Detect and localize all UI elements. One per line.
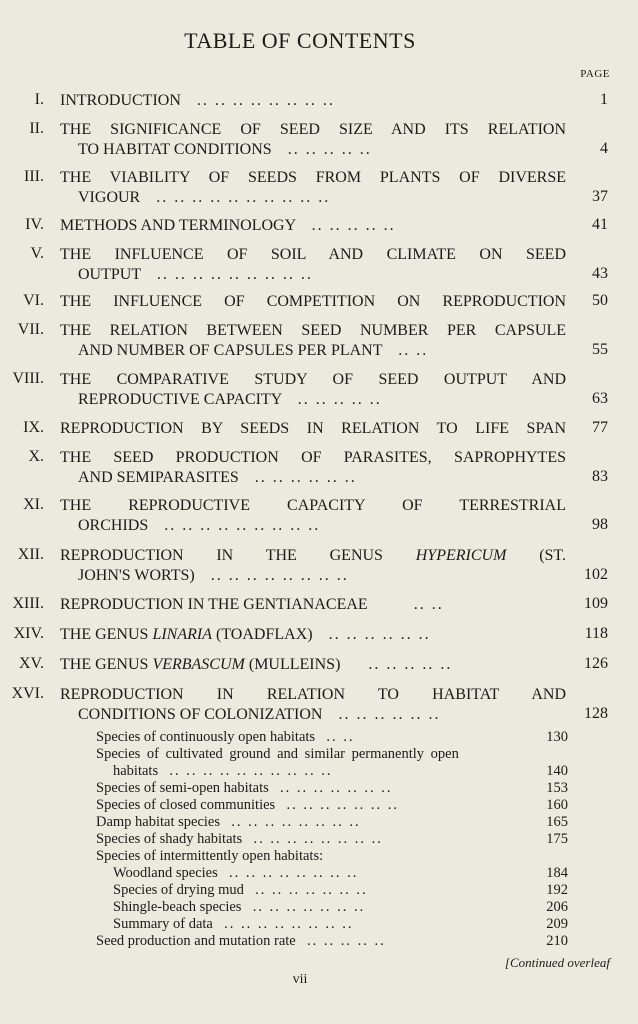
- subentry-page: 175: [546, 831, 568, 847]
- subentry-title: Species of intermittently open habitats:: [96, 848, 324, 864]
- page-title: TABLE OF CONTENTS: [184, 28, 416, 53]
- subentry-title: Damp habitat species: [96, 814, 221, 830]
- subentry-title: Shingle-beach species: [113, 899, 242, 915]
- chapter-number: V.: [30, 245, 44, 262]
- subentry-page: 165: [546, 814, 568, 830]
- chapter-title: REPRODUCTION IN RELATION TO HABITAT AND: [60, 686, 566, 703]
- chapter-title-cont: REPRODUCTIVE CAPACITY .. .. .. .. ..: [78, 391, 382, 408]
- subentry-title: Seed production and mutation rate: [96, 933, 296, 949]
- subentry-page: 184: [546, 865, 568, 881]
- toc-subentry[interactable]: Damp habitat species .. .. .. .. .. .. .. .. 165: [96, 814, 568, 830]
- chapter-title: THE RELATION BETWEEN SEED NUMBER PER CAPSULE: [60, 322, 566, 339]
- chapter-title-cont: TO HABITAT CONDITIONS .. .. .. .. ..: [78, 141, 372, 158]
- subentry-title: Species of cultivated ground and similar permanently open: [96, 746, 459, 762]
- page-column-header: PAGE: [580, 68, 610, 80]
- chapter-page: 126: [584, 655, 608, 672]
- chapter-title-cont: AND SEMIPARASITES .. .. .. .. .. ..: [78, 469, 357, 486]
- chapter-number: XII.: [17, 546, 44, 563]
- chapter-page: 37: [592, 188, 608, 205]
- toc-subentry[interactable]: [96, 848, 568, 865]
- chapter-title: THE REPRODUCTIVE CAPACITY OF TERRESTRIAL: [60, 497, 566, 514]
- page-number: vii: [292, 972, 308, 987]
- chapter-number: XVI.: [11, 685, 44, 702]
- chapter-page: 118: [584, 625, 608, 642]
- subentry-title: Species of continuously open habitats: [96, 729, 316, 745]
- subentry-title: Species of shady habitats: [96, 831, 243, 847]
- chapter-title: THE COMPARATIVE STUDY OF SEED OUTPUT AND: [60, 371, 566, 388]
- chapter-number: X.: [28, 448, 44, 465]
- chapter-number: XV.: [18, 655, 44, 672]
- chapter-title-cont: JOHN'S WORTS) .. .. .. .. .. .. .. ..: [78, 567, 349, 584]
- chapter-page: 1: [600, 91, 608, 108]
- chapter-page: 102: [584, 566, 608, 583]
- subentry-page: 206: [546, 899, 568, 915]
- chapter-title: THE INFLUENCE OF SOIL AND CLIMATE ON SEED: [60, 246, 566, 263]
- chapter-number: II.: [29, 120, 44, 137]
- chapter-number: VIII.: [12, 370, 44, 387]
- chapter-page: 55: [592, 341, 608, 358]
- chapter-title: REPRODUCTION BY SEEDS IN RELATION TO LIFE SPAN: [60, 420, 566, 437]
- subentry-title: Woodland species: [113, 865, 218, 881]
- chapter-title: THE VIABILITY OF SEEDS FROM PLANTS OF DIVERSE: [60, 169, 566, 186]
- subentry-title: Species of semi-open habitats: [96, 780, 269, 796]
- chapter-title-cont: VIGOUR .. .. .. .. .. .. .. .. .. ..: [78, 189, 331, 206]
- chapter-number: XIII.: [12, 595, 44, 612]
- subentry-title: Species of closed communities: [96, 797, 276, 813]
- chapter-title: THE SIGNIFICANCE OF SEED SIZE AND ITS RELATION: [60, 121, 566, 138]
- chapter-page: 77: [592, 419, 608, 436]
- toc-subentry[interactable]: Species of drying mud .. .. .. .. .. .. .. 192: [113, 882, 568, 898]
- chapter-number: VII.: [17, 321, 44, 338]
- toc-subentry[interactable]: Woodland species .. .. .. .. .. .. .. .. 184: [113, 865, 568, 881]
- toc-subentry[interactable]: Species of closed communities .. .. .. .. .. .. .. 160: [96, 797, 568, 813]
- continued-note: [Continued overleaf: [504, 955, 610, 970]
- chapter-page: 50: [592, 292, 608, 309]
- chapter-number: IV.: [25, 216, 44, 233]
- subentry-page: 160: [546, 797, 568, 813]
- toc-subentry[interactable]: Species of semi-open habitats .. .. .. .. .. .. .. 153: [96, 780, 568, 796]
- chapter-title-cont: ORCHIDS .. .. .. .. .. .. .. .. ..: [78, 517, 321, 534]
- toc-subentry[interactable]: Seed production and mutation rate .. .. .. .. .. 210: [96, 933, 568, 949]
- subentry-page: 153: [546, 780, 568, 796]
- toc-subentry[interactable]: Species of shady habitats .. .. .. .. .. .. .. .. 175: [96, 831, 568, 847]
- chapter-page: 109: [584, 595, 608, 612]
- chapter-page: 63: [592, 390, 608, 407]
- toc-subentry[interactable]: Species of continuously open habitats .. .. 130: [96, 729, 568, 745]
- chapter-page: 83: [592, 468, 608, 485]
- toc-subentry[interactable]: Summary of data .. .. .. .. .. .. .. .. 209: [113, 916, 568, 932]
- chapter-title: METHODS AND TERMINOLOGY .. .. .. .. ..: [60, 217, 396, 234]
- toc-subentry[interactable]: habitats .. .. .. .. .. .. .. .. .. .. 140: [113, 763, 568, 779]
- chapter-page: 98: [592, 516, 608, 533]
- chapter-number: IX.: [23, 419, 44, 436]
- chapter-title: THE GENUS LINARIA (TOADFLAX) .. .. .. .. .. ..: [60, 626, 431, 643]
- subentry-page: 209: [546, 916, 568, 932]
- chapter-title-cont: AND NUMBER OF CAPSULES PER PLANT .. ..: [78, 342, 429, 359]
- chapter-number: VI.: [23, 292, 44, 309]
- chapter-title-cont: OUTPUT .. .. .. .. .. .. .. .. ..: [78, 266, 313, 283]
- chapter-title-cont: CONDITIONS OF COLONIZATION .. .. .. .. .. ..: [78, 706, 441, 723]
- subentry-title: Summary of data: [113, 916, 213, 932]
- chapter-title: THE SEED PRODUCTION OF PARASITES, SAPROPHYTES: [60, 449, 566, 466]
- chapter-title: REPRODUCTION IN THE GENUS HYPERICUM (ST.: [60, 547, 567, 564]
- chapter-page: 4: [600, 140, 608, 157]
- chapter-page: 41: [592, 216, 608, 233]
- subentry-page: 210: [546, 933, 568, 949]
- chapter-page: 43: [592, 265, 608, 282]
- chapter-title: THE GENUS VERBASCUM (MULLEINS) .. .. .. .. ..: [60, 656, 453, 673]
- chapter-title: REPRODUCTION IN THE GENTIANACEAE .. ..: [60, 596, 444, 613]
- subentry-page: 130: [546, 729, 568, 745]
- subentry-title: habitats: [113, 763, 159, 779]
- chapter-number: XIV.: [13, 625, 44, 642]
- subentry-page: 192: [546, 882, 568, 898]
- chapter-number: XI.: [23, 496, 44, 513]
- chapter-title: INTRODUCTION .. .. .. .. .. .. .. ..: [60, 92, 335, 109]
- subentry-title: Species of drying mud: [113, 882, 244, 898]
- toc-subentry[interactable]: [96, 746, 568, 763]
- chapter-title: THE INFLUENCE OF COMPETITION ON REPRODUCTION: [60, 293, 566, 310]
- toc-subentry[interactable]: Shingle-beach species .. .. .. .. .. .. .. 206: [113, 899, 568, 915]
- chapter-number: III.: [24, 168, 44, 185]
- chapter-page: 128: [584, 705, 608, 722]
- subentry-page: 140: [546, 763, 568, 779]
- chapter-number: I.: [34, 91, 44, 108]
